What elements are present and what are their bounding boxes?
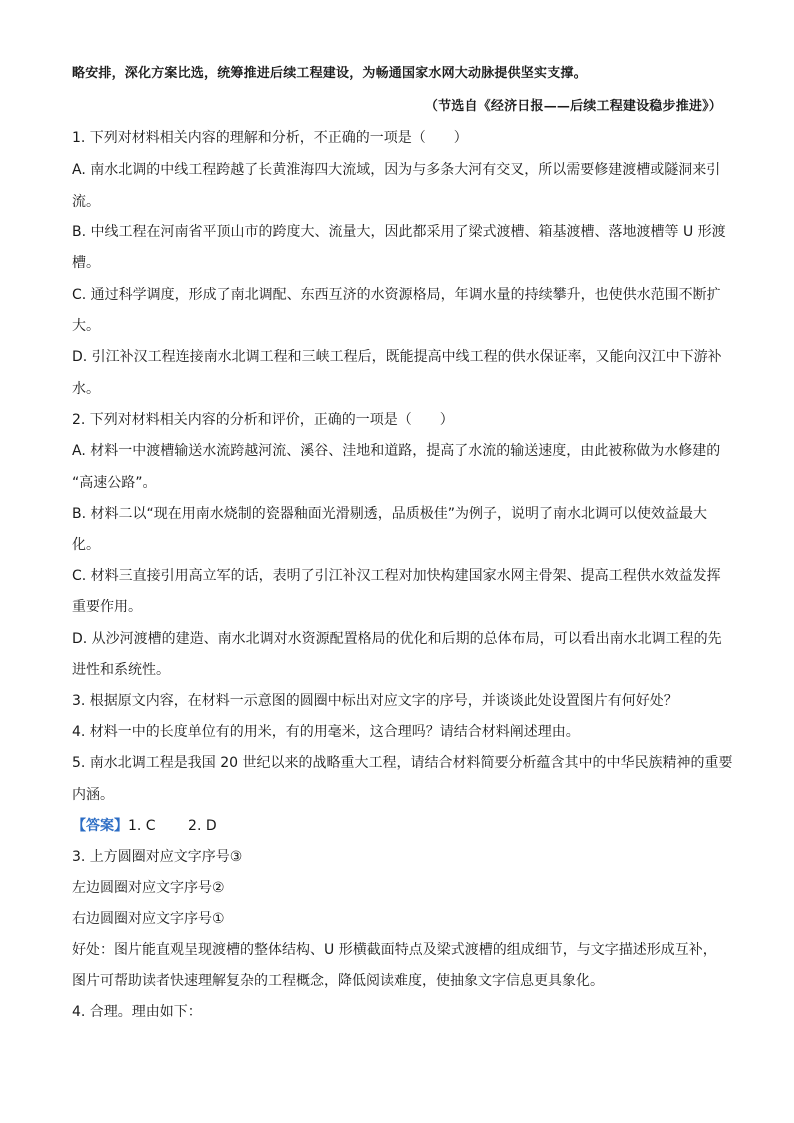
- answer-choices: 1. C 2. D: [128, 818, 217, 834]
- answer-4: 4. 合理。理由如下：: [72, 1004, 202, 1020]
- option-1c-cont: 大。: [72, 318, 100, 334]
- option-1a-cont: 流。: [72, 194, 100, 210]
- option-2d: D. 从沙河渡槽的建造、南水北调对水资源配置格局的优化和后期的总体布局，可以看出南水北调工程的先: [72, 631, 722, 647]
- answer-3-left: 左边圆圈对应文字序号②: [72, 880, 225, 896]
- option-1d-cont: 水。: [72, 381, 100, 397]
- question-5: 5. 南水北调工程是我国 20 世纪以来的战略重大工程，请结合材料简要分析蕴含其中的中华民族精神的重要: [72, 755, 733, 771]
- option-2a: A. 材料一中渡槽输送水流跨越河流、溪谷、洼地和道路，提高了水流的输送速度，由此被称做为水修建的: [72, 443, 721, 459]
- answer-line: [72, 816, 726, 836]
- answer-3: 3. 上方圆圈对应文字序号③: [72, 849, 243, 865]
- option-2a-cont: “高速公路”。: [72, 475, 157, 491]
- paragraph-line: 略安排，深化方案比选，统筹推进后续工程建设，为畅通国家水网大动脉提供坚实支撑。: [72, 66, 587, 81]
- option-2d-cont: 进性和系统性。: [72, 662, 170, 678]
- option-1b-cont: 槽。: [72, 255, 100, 271]
- option-1c: C. 通过科学调度，形成了南北调配、东西互济的水资源格局，年调水量的持续攀升，也使供水范围不断扩: [72, 287, 721, 303]
- question-1-stem: 1. 下列对材料相关内容的理解和分析，不正确的一项是（ ）: [72, 130, 468, 146]
- answer-3-benefit-cont: 图片可帮助读者快速理解复杂的工程概念，降低阅读难度，使抽象文字信息更具象化。: [72, 973, 604, 989]
- option-1b: B. 中线工程在河南省平顶山市的跨度大、流量大，因此都采用了梁式渡槽、箱基渡槽、落地渡槽等 U 形渡: [72, 224, 726, 240]
- option-2c-cont: 重要作用。: [72, 599, 142, 615]
- option-2b: B. 材料二以“现在用南水烧制的瓷器釉面光滑剔透，品质极佳”为例子，说明了南水北调可以使效益最大: [72, 506, 708, 522]
- answer-3-benefit: 好处：图片能直观呈现渡槽的整体结构、U 形横截面特点及梁式渡槽的组成细节，与文字描述形成互补，: [72, 942, 717, 958]
- question-5-cont: 内涵。: [72, 787, 114, 803]
- option-1d: D. 引江补汉工程连接南水北调工程和三峡工程后，既能提高中线工程的供水保证率，又能向汉江中下游补: [72, 349, 722, 365]
- option-2b-cont: 化。: [72, 537, 100, 553]
- option-1a: A. 南水北调的中线工程跨越了长黄淮海四大流域，因为与多条大河有交叉，所以需要修建渡槽或隧洞来引: [72, 162, 721, 178]
- option-2c: C. 材料三直接引用高立军的话，表明了引江补汉工程对加快构建国家水网主骨架、提高工程供水效益发挥: [72, 568, 721, 584]
- question-4: 4. 材料一中的长度单位有的用米，有的用毫米，这合理吗？请结合材料阐述理由。: [72, 724, 580, 740]
- answer-3-right: 右边圆圈对应文字序号①: [72, 911, 225, 927]
- answer-tag: 【答案】: [72, 818, 128, 834]
- source-citation: （节选自《经济日报——后续工程建设稳步推进》）: [424, 99, 722, 114]
- question-3: 3. 根据原文内容，在材料一示意图的圆圈中标出对应文字的序号，并谈谈此处设置图片有何好处？: [72, 693, 678, 709]
- question-2-stem: 2. 下列对材料相关内容的分析和评价，正确的一项是（ ）: [72, 412, 454, 428]
